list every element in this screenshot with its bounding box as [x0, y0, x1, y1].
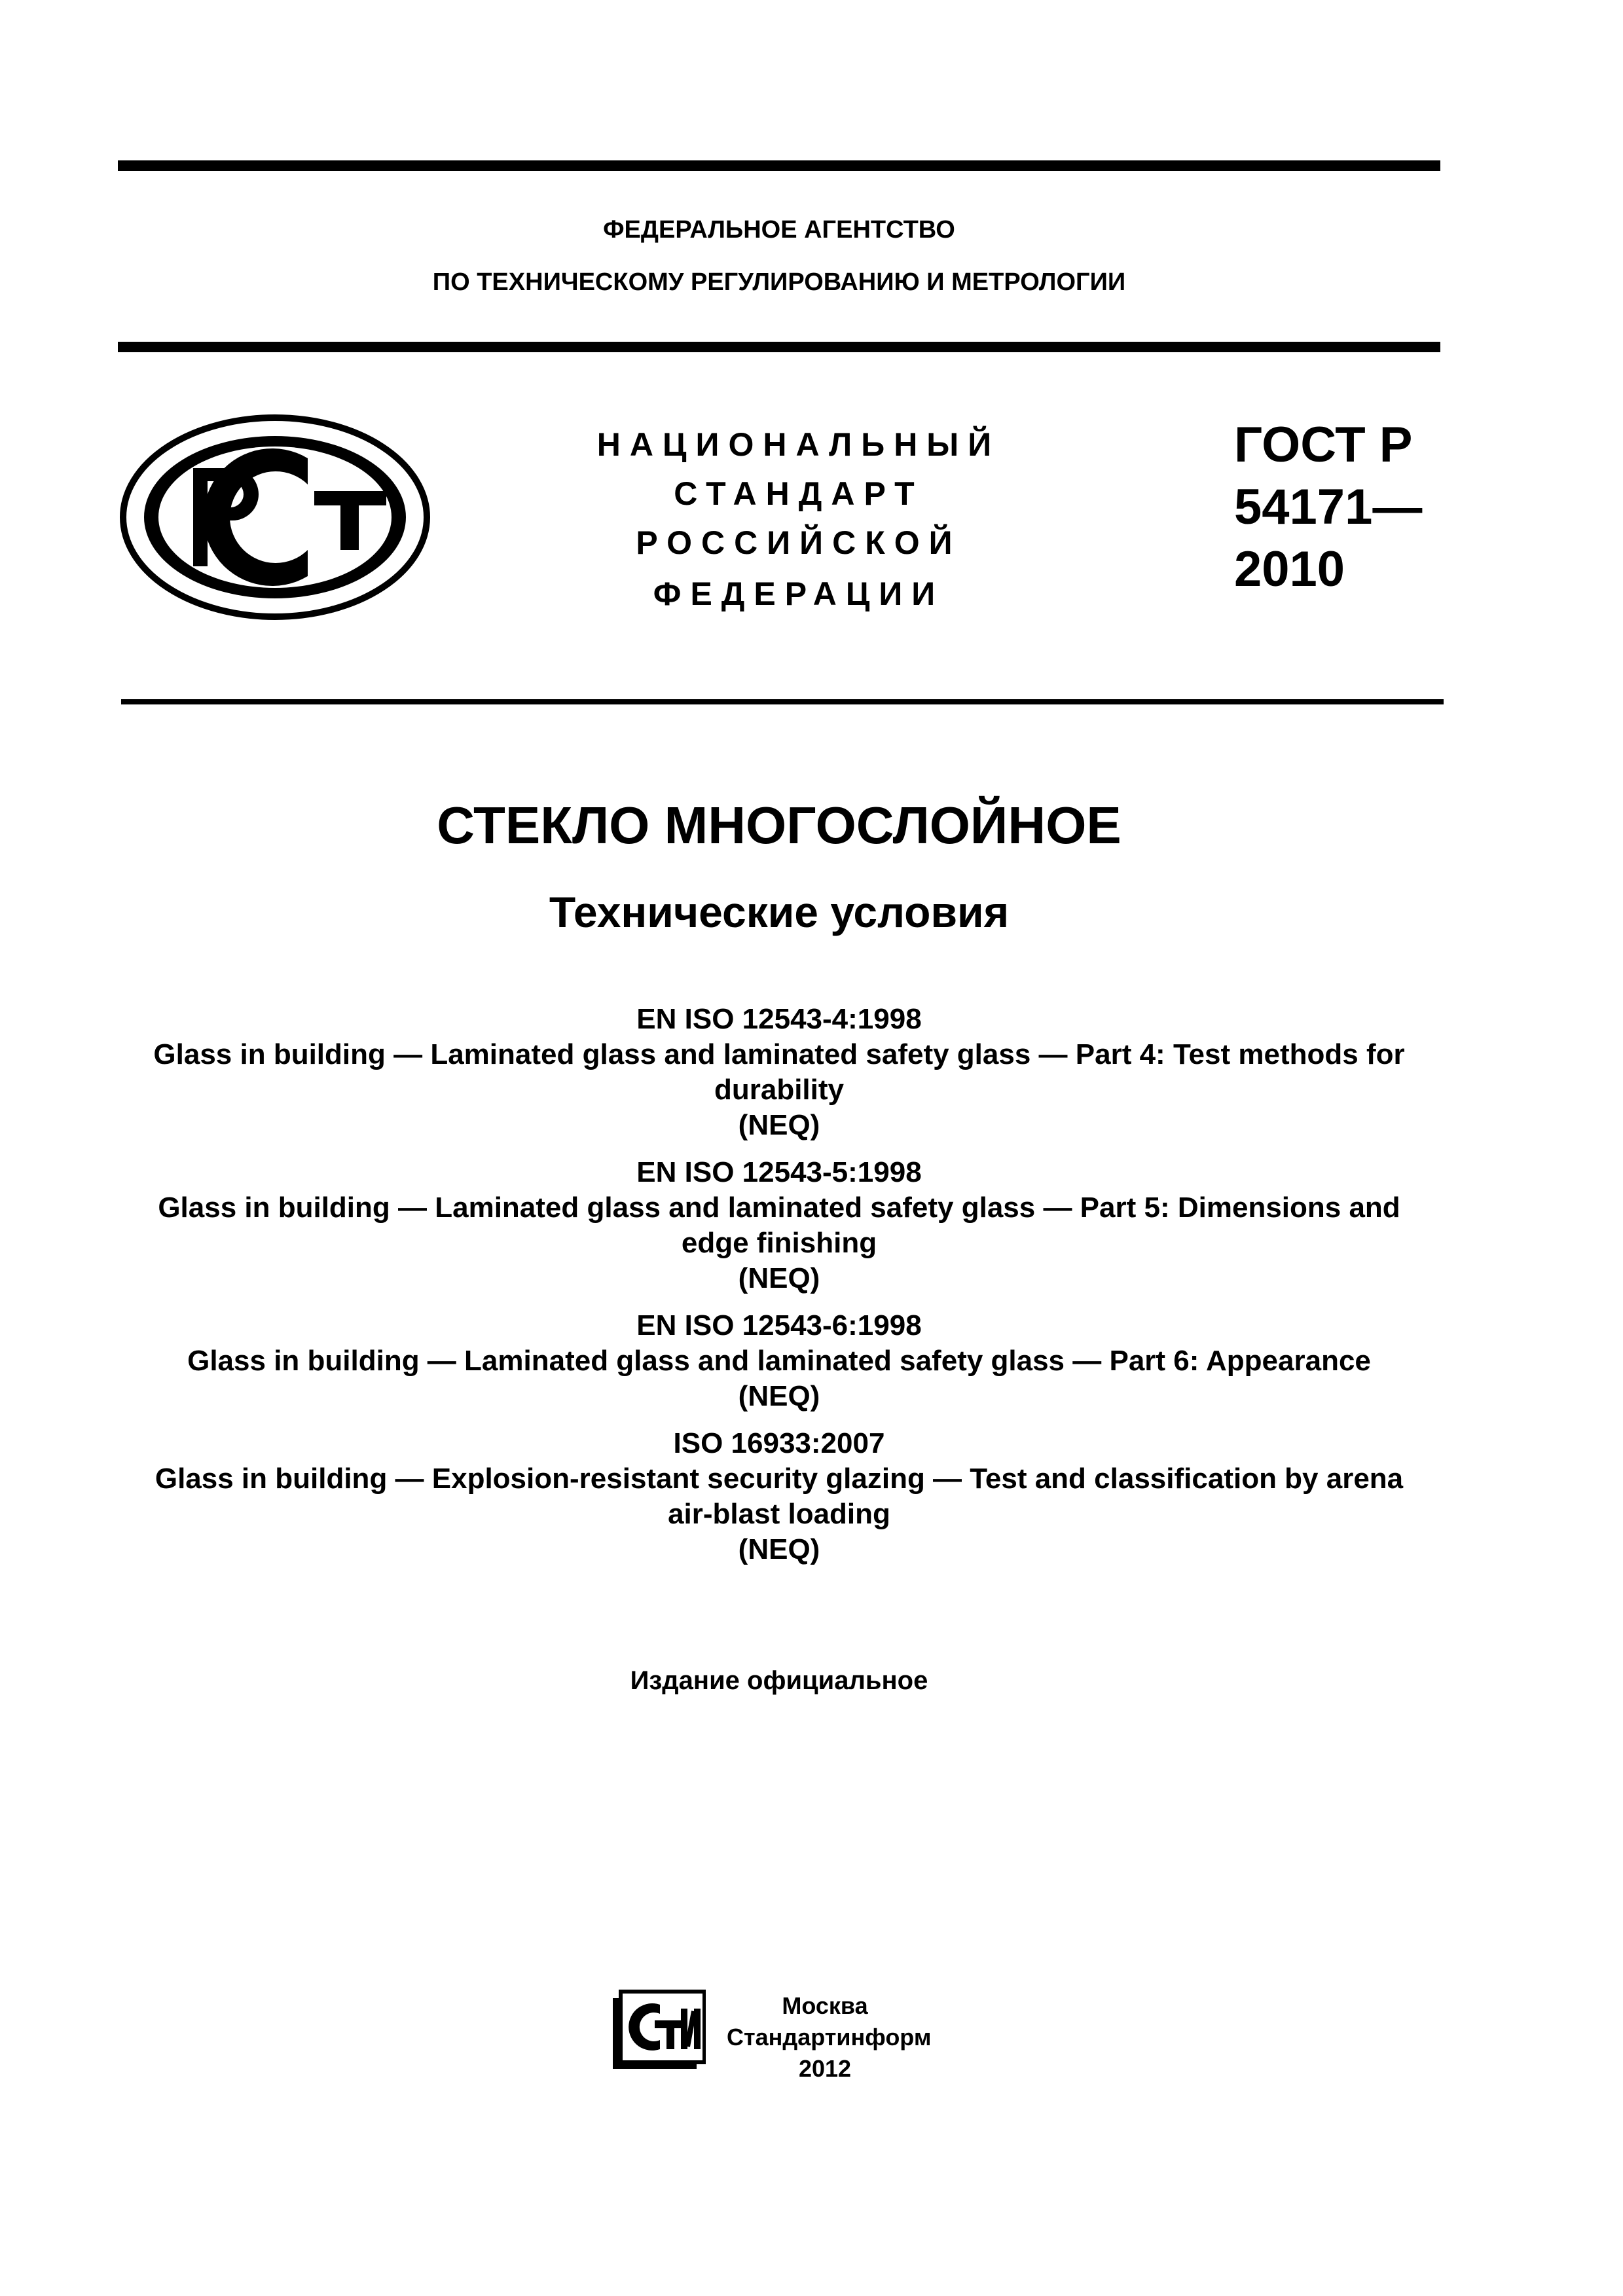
edition-label: Издание официальное: [630, 1666, 928, 1695]
reference-item: [98, 1155, 1460, 1296]
reference-item: [98, 1426, 1460, 1567]
standard-type-line-4: ФЕДЕРАЦИИ: [653, 575, 945, 612]
header-bottom-rule: [121, 699, 1444, 704]
publisher-city: Москва: [782, 1992, 868, 2019]
publisher-name: Стандартинформ: [727, 2024, 932, 2050]
standartinform-logo-icon: [608, 1989, 706, 2074]
standard-type-line-2: СТАНДАРТ: [674, 475, 924, 512]
publisher-info: [727, 1990, 932, 2085]
agency-line-2: ПО ТЕХНИЧЕСКОМУ РЕГУЛИРОВАНИЮ И МЕТРОЛОГИИ: [432, 268, 1126, 296]
reference-code: ISO 16933:2007: [673, 1427, 885, 1459]
rst-certification-mark-icon: [118, 412, 432, 622]
reference-equivalence: (NEQ): [738, 1262, 820, 1294]
reference-equivalence: (NEQ): [738, 1533, 820, 1565]
publisher-year: 2012: [798, 2055, 852, 2082]
document-subtitle: Технические условия: [549, 888, 1010, 936]
agency-line-1: ФЕДЕРАЛЬНОЕ АГЕНТСТВО: [603, 216, 955, 244]
reference-title-line: Glass in building — Laminated glass and laminated safety glass — Part 4: Test methods for: [153, 1038, 1405, 1070]
agency-bottom-rule: [118, 342, 1440, 352]
reference-equivalence: (NEQ): [738, 1380, 820, 1412]
standard-type-line-3: РОССИЙСКОЙ: [636, 524, 962, 561]
reference-title-line: Glass in building — Explosion-resistant security glazing — Test and classification by arena: [155, 1463, 1404, 1495]
designation-line-2: 54171—: [1234, 479, 1423, 535]
reference-code: EN ISO 12543-6:1998: [636, 1309, 922, 1341]
reference-equivalence: (NEQ): [738, 1109, 820, 1141]
designation-line-1: ГОСТ Р: [1234, 417, 1413, 473]
reference-title-line: Glass in building — Laminated glass and laminated safety glass — Part 6: Appearance: [187, 1345, 1371, 1377]
top-rule: [118, 160, 1440, 171]
designation-line-3: 2010: [1234, 541, 1345, 597]
standard-type-line-1: НАЦИОНАЛЬНЫЙ: [596, 426, 1001, 463]
document-title: СТЕКЛО МНОГОСЛОЙНОЕ: [437, 796, 1122, 854]
reference-code: EN ISO 12543-4:1998: [636, 1003, 922, 1035]
reference-item: [98, 1308, 1460, 1414]
reference-title-line: air-blast loading: [668, 1498, 890, 1530]
reference-item: [98, 1002, 1460, 1143]
reference-code: EN ISO 12543-5:1998: [636, 1156, 922, 1188]
reference-title-line: durability: [714, 1074, 845, 1106]
reference-title-line: Glass in building — Laminated glass and laminated safety glass — Part 5: Dimensions and: [158, 1192, 1400, 1224]
reference-title-line: edge finishing: [681, 1227, 877, 1259]
international-references: [98, 1002, 1460, 1579]
